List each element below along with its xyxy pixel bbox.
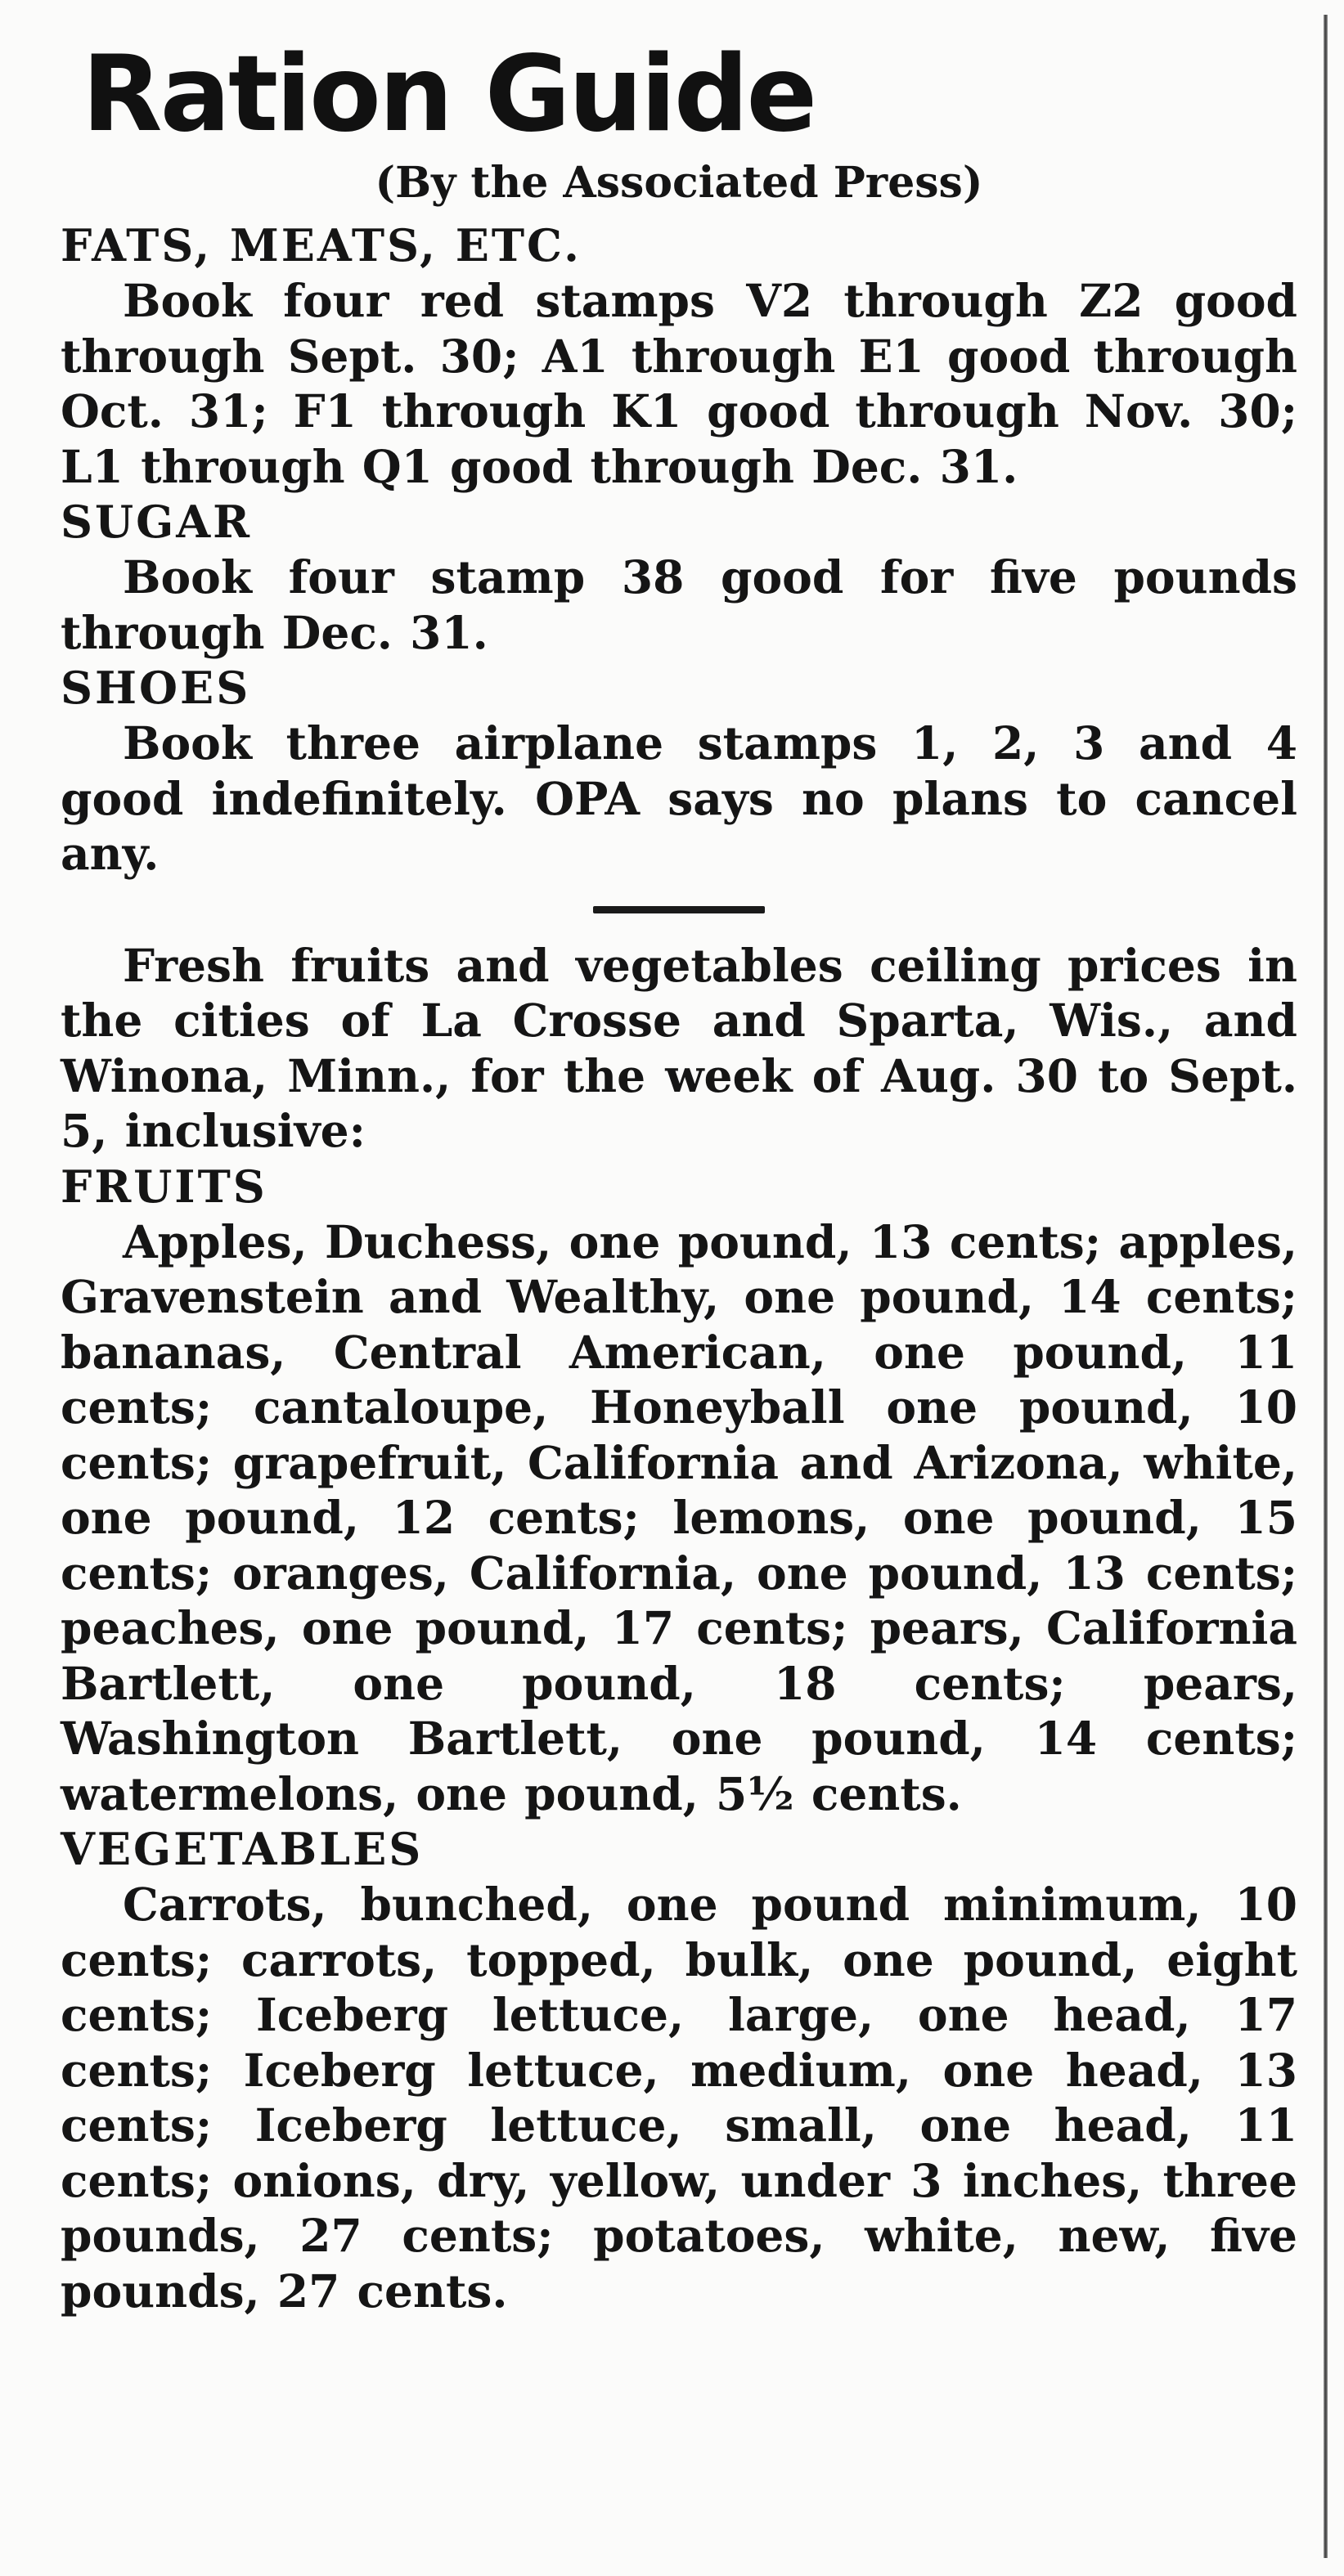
fruits-heading: FRUITS <box>61 1160 267 1213</box>
section-heading-fats-meats: FATS, MEATS, ETC. <box>61 219 582 272</box>
fruits-text: Apples, Duchess, one pound, 13 cents; apples, Gravenstein and Wealthy, one pound, 14 cents; bananas, Central American, one pound, 11 cents; cantaloupe, Honeyball one pound, 10 cents; grapefruit, California and Arizona, white, one pound, 12 cents; lemons, one pound, 15 cents; oranges, California, one pound, 13 cents; peaches, one pound, 17 cents; pears, California Bartlett, one pound, 18 cents; pears, Washington Bartlett, one pound, 14 cents; watermelons, one pound, 5½ cents. <box>61 1214 1297 1820</box>
vegetables-heading: VEGETABLES <box>61 1823 424 1875</box>
vegetables-text: Carrots, bunched, one pound minimum, 10 cents; carrots, topped, bulk, one pound, eight cents; Iceberg lettuce, large, one head, 17 cents; Iceberg lettuce, medium, one head, 13 cents; Iceberg lettuce, small, one head, 11 cents; onions, dry, yellow, under 3 inches, three pounds, 27 cents; potatoes, white, new, five pounds, 27 cents. <box>61 1878 1297 2318</box>
section-heading-shoes: SHOES <box>61 662 251 714</box>
article-title: Ration Guide <box>82 34 816 155</box>
section-text-shoes: Book three airplane stamps 1, 2, 3 and 4 good indefinitely. OPA says no plans to cancel any. <box>61 716 1297 880</box>
section-text-sugar: Book four stamp 38 good for five pounds through Dec. 31. <box>61 550 1297 659</box>
section-heading-sugar: SUGAR <box>61 496 252 548</box>
ceiling-prices-intro: Fresh fruits and vegetables ceiling prices in the cities of La Crosse and Sparta, Wis., and Winona, Minn., for the week of Aug. 30 to Sept. 5, inclusive: <box>61 938 1297 1157</box>
column-rule <box>1324 15 1328 2558</box>
article-column <box>61 33 1297 2318</box>
section-divider <box>593 906 765 913</box>
section-text-fats-meats: Book four red stamps V2 through Z2 good through Sept. 30; A1 through E1 good through Oct. 31; F1 through K1 good through Nov. 30; L1 through Q1 good through Dec. 31. <box>61 274 1297 493</box>
article-byline: (By the Associated Press) <box>375 158 983 208</box>
